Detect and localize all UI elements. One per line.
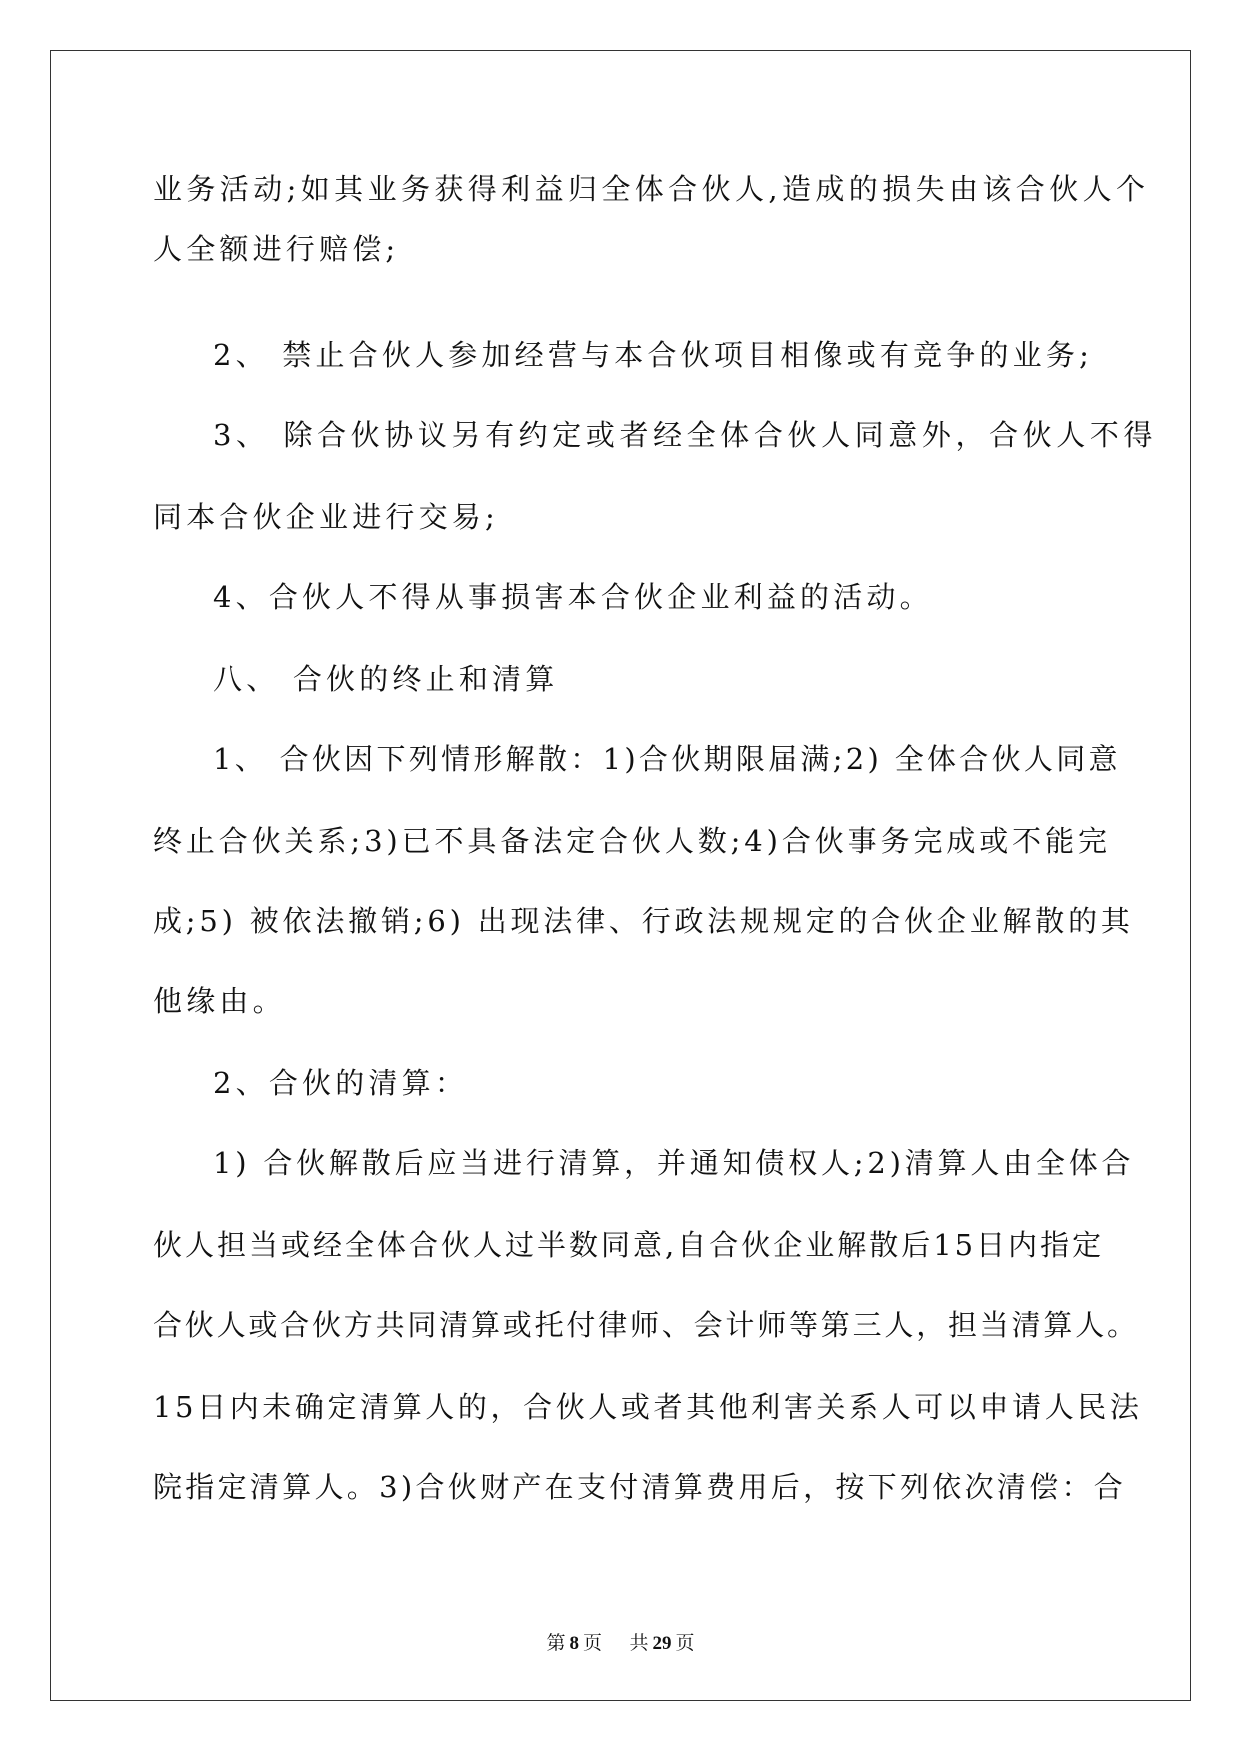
text-line-14: 伙人担当或经全体合伙人过半数同意,自合伙企业解散后15日内指定 xyxy=(153,1228,1105,1262)
text-line-15: 合伙人或合伙方共同清算或托付律师、会计师等第三人，担当清算人。 xyxy=(153,1308,1139,1342)
text-line-13: 1) 合伙解散后应当进行清算，并通知债权人;2)清算人由全体合 xyxy=(213,1146,1135,1180)
text-line-11: 他缘由。 xyxy=(153,984,286,1018)
text-line-12: 2、合伙的清算： xyxy=(213,1066,469,1100)
footer-prefix: 第 xyxy=(546,1633,566,1654)
text-line-4: 3、 除合伙协议另有约定或者经全体合伙人同意外，合伙人不得 xyxy=(213,418,1158,452)
text-line-2: 人全额进行赔偿; xyxy=(153,232,400,266)
text-line-17: 院指定清算人。3)合伙财产在支付清算费用后，按下列依次清偿：合 xyxy=(153,1470,1127,1504)
text-line-5: 同本合伙企业进行交易; xyxy=(153,500,499,534)
text-line-8: 1、 合伙因下列情形解散：1)合伙期限届满;2) 全体合伙人同意 xyxy=(213,742,1121,776)
section-heading: 八、 合伙的终止和清算 xyxy=(213,662,559,696)
text-line-3: 2、 禁止合伙人参加经营与本合伙项目相像或有竞争的业务; xyxy=(213,338,1094,372)
text-line-6: 4、合伙人不得从事损害本合伙企业利益的活动。 xyxy=(213,580,933,614)
text-line-10: 成;5) 被依法撤销;6) 出现法律、行政法规规定的合伙企业解散的其 xyxy=(153,904,1134,938)
footer-total-suffix: 页 xyxy=(675,1633,695,1654)
total-page-count: 29 xyxy=(652,1633,672,1654)
page-footer xyxy=(0,1628,1241,1655)
current-page-number: 8 xyxy=(569,1633,579,1654)
page-border xyxy=(50,50,1191,1701)
text-line-1: 业务活动;如其业务获得利益归全体合伙人,造成的损失由该合伙人个 xyxy=(153,172,1150,206)
text-line-9: 终止合伙关系;3)已不具备法定合伙人数;4)合伙事务完成或不能完 xyxy=(153,824,1111,858)
footer-total-prefix: 共 xyxy=(629,1633,649,1654)
text-line-16: 15日内未确定清算人的，合伙人或者其他利害关系人可以申请人民法 xyxy=(153,1390,1143,1424)
footer-page-suffix: 页 xyxy=(582,1633,602,1654)
